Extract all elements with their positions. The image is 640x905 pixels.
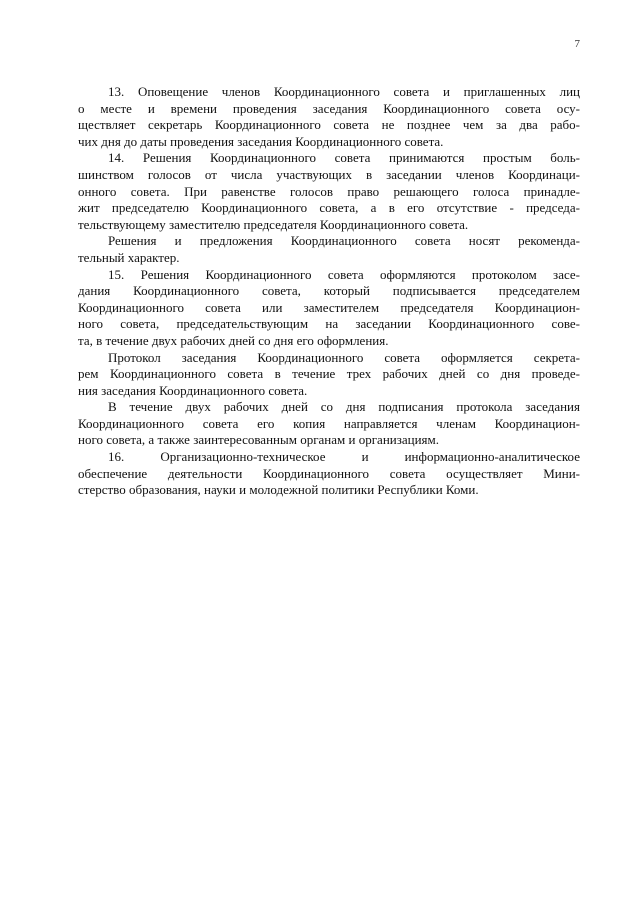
text-line: жит председателю Координационного совета, а в его отсутствие - председа- <box>78 200 580 216</box>
document-body <box>78 84 580 499</box>
text-line: 14. Решения Координационного совета принимаются простым боль- <box>108 150 580 166</box>
text-line: 15. Решения Координационного совета оформляются протоколом засе- <box>108 266 580 282</box>
paragraph-16 <box>78 449 580 499</box>
paragraph-13 <box>78 84 580 150</box>
text-line: о месте и времени проведения заседания Координационного совета осу- <box>78 100 580 116</box>
text-line: В течение двух рабочих дней со дня подписания протокола заседания <box>108 399 580 415</box>
page-number: 7 <box>574 38 580 50</box>
text-line: ного совета, председательствующим на заседании Координационного сове- <box>78 316 580 332</box>
paragraph-copy <box>78 399 580 449</box>
text-line: чих дня до даты проведения заседания Координационного совета. <box>78 133 444 149</box>
text-line: та, в течение двух рабочих дней со дня его оформления. <box>78 332 389 348</box>
text-line: Координационного совета его копия направляется членам Координацион- <box>78 415 580 431</box>
text-line: 16. Организационно-техническое и информационно-аналитическое <box>108 449 580 465</box>
paragraph-15 <box>78 267 580 350</box>
text-line: тельствующему заместителю председателя Координационного совета. <box>78 216 469 232</box>
paragraph-recommendations <box>78 233 580 266</box>
paragraph-protocol <box>78 350 580 400</box>
text-line: ния заседания Координационного совета. <box>78 382 308 398</box>
text-line: Протокол заседания Координационного совета оформляется секрета- <box>108 349 580 365</box>
text-line: рем Координационного совета в течение трех рабочих дней со дня проведе- <box>78 366 580 382</box>
text-line: ществляет секретарь Координационного совета не позднее чем за два рабо- <box>78 117 580 133</box>
text-line: ного совета, а также заинтересованным органам и организациям. <box>78 432 440 448</box>
text-line: обеспечение деятельности Координационного совета осуществляет Мини- <box>78 465 580 481</box>
text-line: 13. Оповещение членов Координационного совета и приглашенных лиц <box>108 84 580 99</box>
text-line: Координационного совета или заместителем председателя Координацион- <box>78 299 580 315</box>
text-line: стерство образования, науки и молодежной политики Республики Коми. <box>78 482 479 498</box>
text-line: шинством голосов от числа участвующих в заседании членов Координаци- <box>78 166 580 182</box>
text-line: Решения и предложения Координационного совета носят рекоменда- <box>108 233 580 249</box>
paragraph-14 <box>78 150 580 233</box>
text-line: дания Координационного совета, который подписывается председателем <box>78 283 580 299</box>
text-line: тельный характер. <box>78 249 180 265</box>
text-line: онного совета. При равенстве голосов право решающего голоса принадле- <box>78 183 580 199</box>
